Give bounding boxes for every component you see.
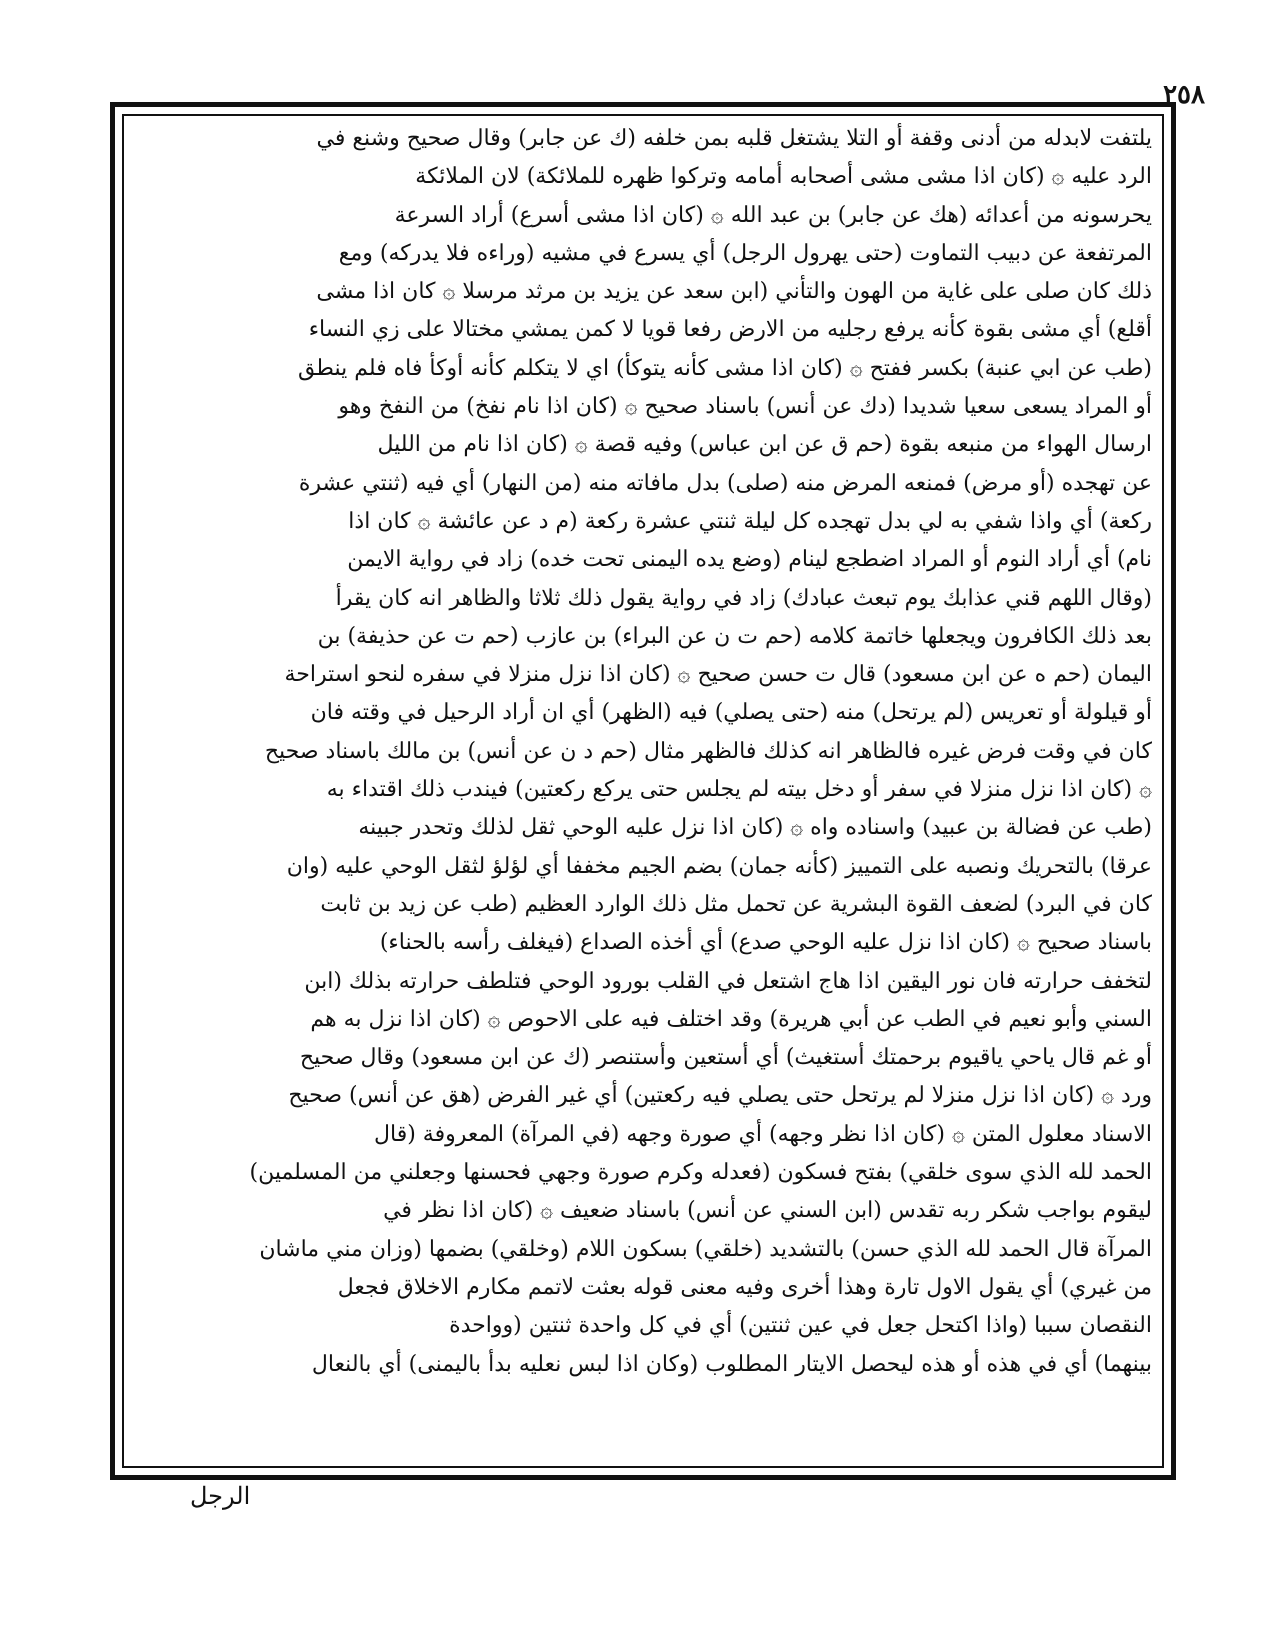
text-line: يحرسونه من أعدائه (هك عن جابر) بن عبد الله ۞ (كان اذا مشى أسرع) أراد السرعة [394, 202, 1152, 228]
text-line: ورد ۞ (كان اذا نزل منزلا لم يرتحل حتى يصلي فيه ركعتين) أي غير الفرض (هق عن أنس) صحيح [288, 1083, 1152, 1109]
text-line: بعد ذلك الكافرون ويجعلها خاتمة كلامه (حم ت ن عن البراء) بن عازب (حم ت عن حذيفة) بن [317, 623, 1152, 649]
text-line: (طب عن ابي عنبة) بكسر ففتح ۞ (كان اذا مشى كأنه يتوكأ) اي لا يتكلم كأنه أوكأ فاه فلم ينطق [298, 355, 1152, 381]
text-line: الاسناد معلول المتن ۞ (كان اذا نظر وجهه) أي صورة وجهه (في المرآة) المعروفة (قال [374, 1121, 1152, 1147]
text-line: ركعة) أي واذا شفي به لي بدل تهجده كل ليلة ثنتي عشرة ركعة (م د عن عائشة ۞ كان اذا [348, 508, 1152, 534]
text-line: من غيري) أي يقول الاول تارة وهذا أخرى وفيه معنى قوله بعثت لاتمم مكارم الاخلاق فجعل [337, 1274, 1152, 1300]
text-line: ذلك كان صلى على غاية من الهون والتأني (ابن سعد عن يزيد بن مرثد مرسلا ۞ كان اذا مشى [316, 279, 1152, 305]
text-line: المرآة قال الحمد لله الذي حسن) بالتشديد (خلقي) بسكون اللام (وخلقي) بضمها (وزان مني ماشان [259, 1236, 1152, 1262]
text-line: السني وأبو نعيم في الطب عن أبي هريرة) وقد اختلف فيه على الاحوص ۞ (كان اذا نزل به هم [310, 1006, 1152, 1032]
catchword: الرجل [190, 1482, 251, 1510]
text-block [140, 120, 1152, 1465]
text-line: أو غم قال ياحي ياقيوم برحمتك أستغيث) أي أستعين وأستنصر (ك عن ابن مسعود) وقال صحيح [299, 1045, 1152, 1071]
text-line: لتخفف حرارته فان نور اليقين اذا هاج اشتعل في القلب بورود الوحي فتلطف حرارته بذلك (ابن [304, 968, 1152, 994]
page-number: ٢٥٨ [1163, 80, 1205, 110]
text-line: عرقا) بالتحريك ونصبه على التمييز (كأنه جمان) بضم الجيم مخففا أي لؤلؤ لثقل الوحي عليه (وان [286, 853, 1152, 879]
text-line: (وقال اللهم قني عذابك يوم تبعث عبادك) زاد في رواية يقول ذلك ثلاثا والظاهر انه كان يقرأ [335, 585, 1152, 611]
text-line: عن تهجده (أو مرض) فمنعه المرض منه (صلى) بدل مافاته منه (من النهار) أي فيه (ثنتي عشرة [298, 470, 1152, 496]
text-line: بينهما) أي في هذه أو هذه ليحصل الايتار المطلوب (وكان اذا لبس نعليه بدأ باليمنى) أي بالنعال [311, 1351, 1152, 1377]
text-line: الحمد لله الذي سوى خلقي) بفتح فسكون (فعدله وكرم صورة وجهي فحسنها وجعلني من المسلمين) [249, 1160, 1152, 1186]
text-line: أقلع) أي مشى بقوة كأنه يرفع رجليه من الارض رفعا قويا لا كمن يمشي مختالا على زي النساء [308, 317, 1152, 343]
text-line: المرتفعة عن دبيب التماوت (حتى يهرول الرجل) أي يسرع في مشيه (وراءه فلا يدركه) ومع [338, 240, 1152, 266]
text-line: النقصان سببا (واذا اكتحل جعل في عين ثنتين) أي في كل واحدة ثنتين (وواحدة [449, 1313, 1152, 1339]
text-line: ۞ (كان اذا نزل منزلا في سفر أو دخل بيته لم يجلس حتى يركع ركعتين) فيندب ذلك اقتداء به [326, 777, 1152, 803]
text-line: ارسال الهواء من منبعه بقوة (حم ق عن ابن عباس) وفيه قصة ۞ (كان اذا نام من الليل [377, 432, 1152, 458]
text-line: يلتفت لابدله من أدنى وقفة أو التلا يشتغل قلبه بمن خلفه (ك عن جابر) وقال صحيح وشنع في [316, 126, 1152, 151]
text-line: (طب عن فضالة بن عبيد) واسناده واه ۞ (كان اذا نزل عليه الوحي ثقل لذلك وتحدر جبينه [358, 815, 1152, 841]
text-line: أو المراد يسعى سعيا شديدا (دك عن أنس) باسناد صحيح ۞ (كان اذا نام نفخ) من النفخ وهو [338, 394, 1152, 420]
text-line: نام) أي أراد النوم أو المراد اضطجع لينام (وضع يده اليمنى تحت خده) زاد في رواية الايمن [347, 547, 1152, 573]
text-line: كان في البرد) لضعف القوة البشرية عن تحمل مثل ذلك الوارد العظيم (طب عن زيد بن ثابت [320, 891, 1152, 917]
text-line: اليمان (حم ه عن ابن مسعود) قال ت حسن صحيح ۞ (كان اذا نزل منزلا في سفره لنحو استراحة [284, 662, 1152, 688]
text-line: ليقوم بواجب شكر ربه تقدس (ابن السني عن أنس) باسناد ضعيف ۞ (كان اذا نظر في [383, 1198, 1152, 1224]
text-line: أو قيلولة أو تعريس (لم يرتحل) منه (حتى يصلي) فيه (الظهر) أي ان أراد الرحيل في وقته فان [310, 700, 1152, 726]
text-line: كان في وقت فرض غيره فالظاهر انه كذلك فالظهر مثال (حم د ن عن أنس) بن مالك باسناد صحيح [264, 738, 1152, 764]
text-line: الرد عليه ۞ (كان اذا مشى مشى أصحابه أمامه وتركوا ظهره للملائكة) لان الملائكة [415, 164, 1152, 190]
text-line: باسناد صحيح ۞ (كان اذا نزل عليه الوحي صدع) أي أخذه الصداع (فيغلف رأسه بالحناء) [379, 930, 1152, 956]
